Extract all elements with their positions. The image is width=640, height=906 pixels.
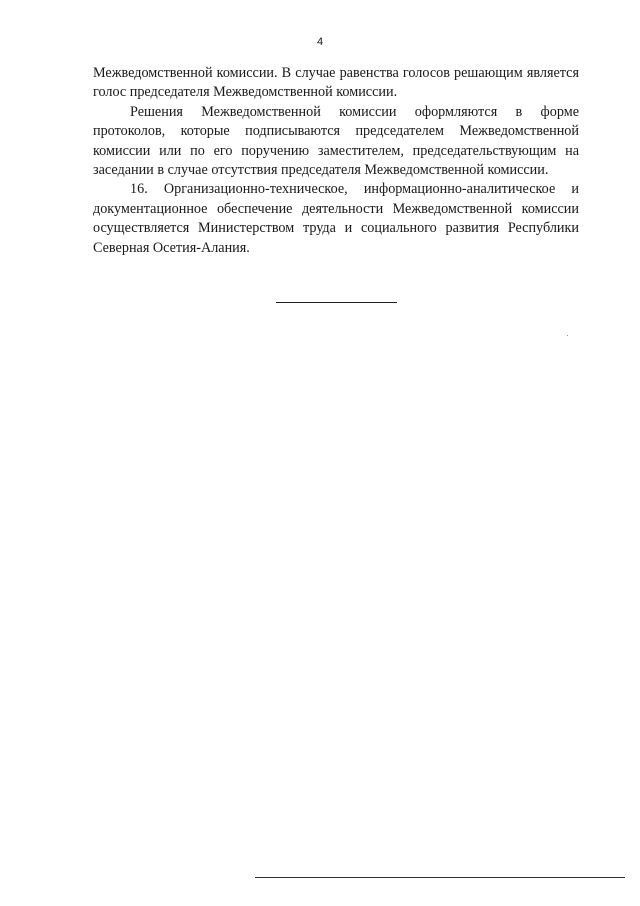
- closing-divider: [276, 302, 397, 303]
- scan-speck: [567, 335, 568, 336]
- paragraph-continuation: Межведомственной комиссии. В случае равенства голосов решающим является голос председателя Межведомственной комиссии.: [93, 65, 579, 101]
- bottom-scan-line: [255, 877, 625, 878]
- page-number: 4: [316, 36, 324, 48]
- paragraph-16-support: 16. Организационно-техническое, информационно-аналитическое и документационное обеспечение деятельности Межведомственной комиссии осуществляется Министерством труда и социального развития Республики Северная Осетия-Алания.: [93, 181, 579, 256]
- document-body: [93, 64, 579, 258]
- paragraph-decisions: Решения Межведомственной комиссии оформляются в форме протоколов, которые подписываются председателем Межведомственной комиссии или по его поручению заместителем, председательствующим на заседании в случае отсутствия председателя Межведомственной комиссии.: [93, 103, 579, 179]
